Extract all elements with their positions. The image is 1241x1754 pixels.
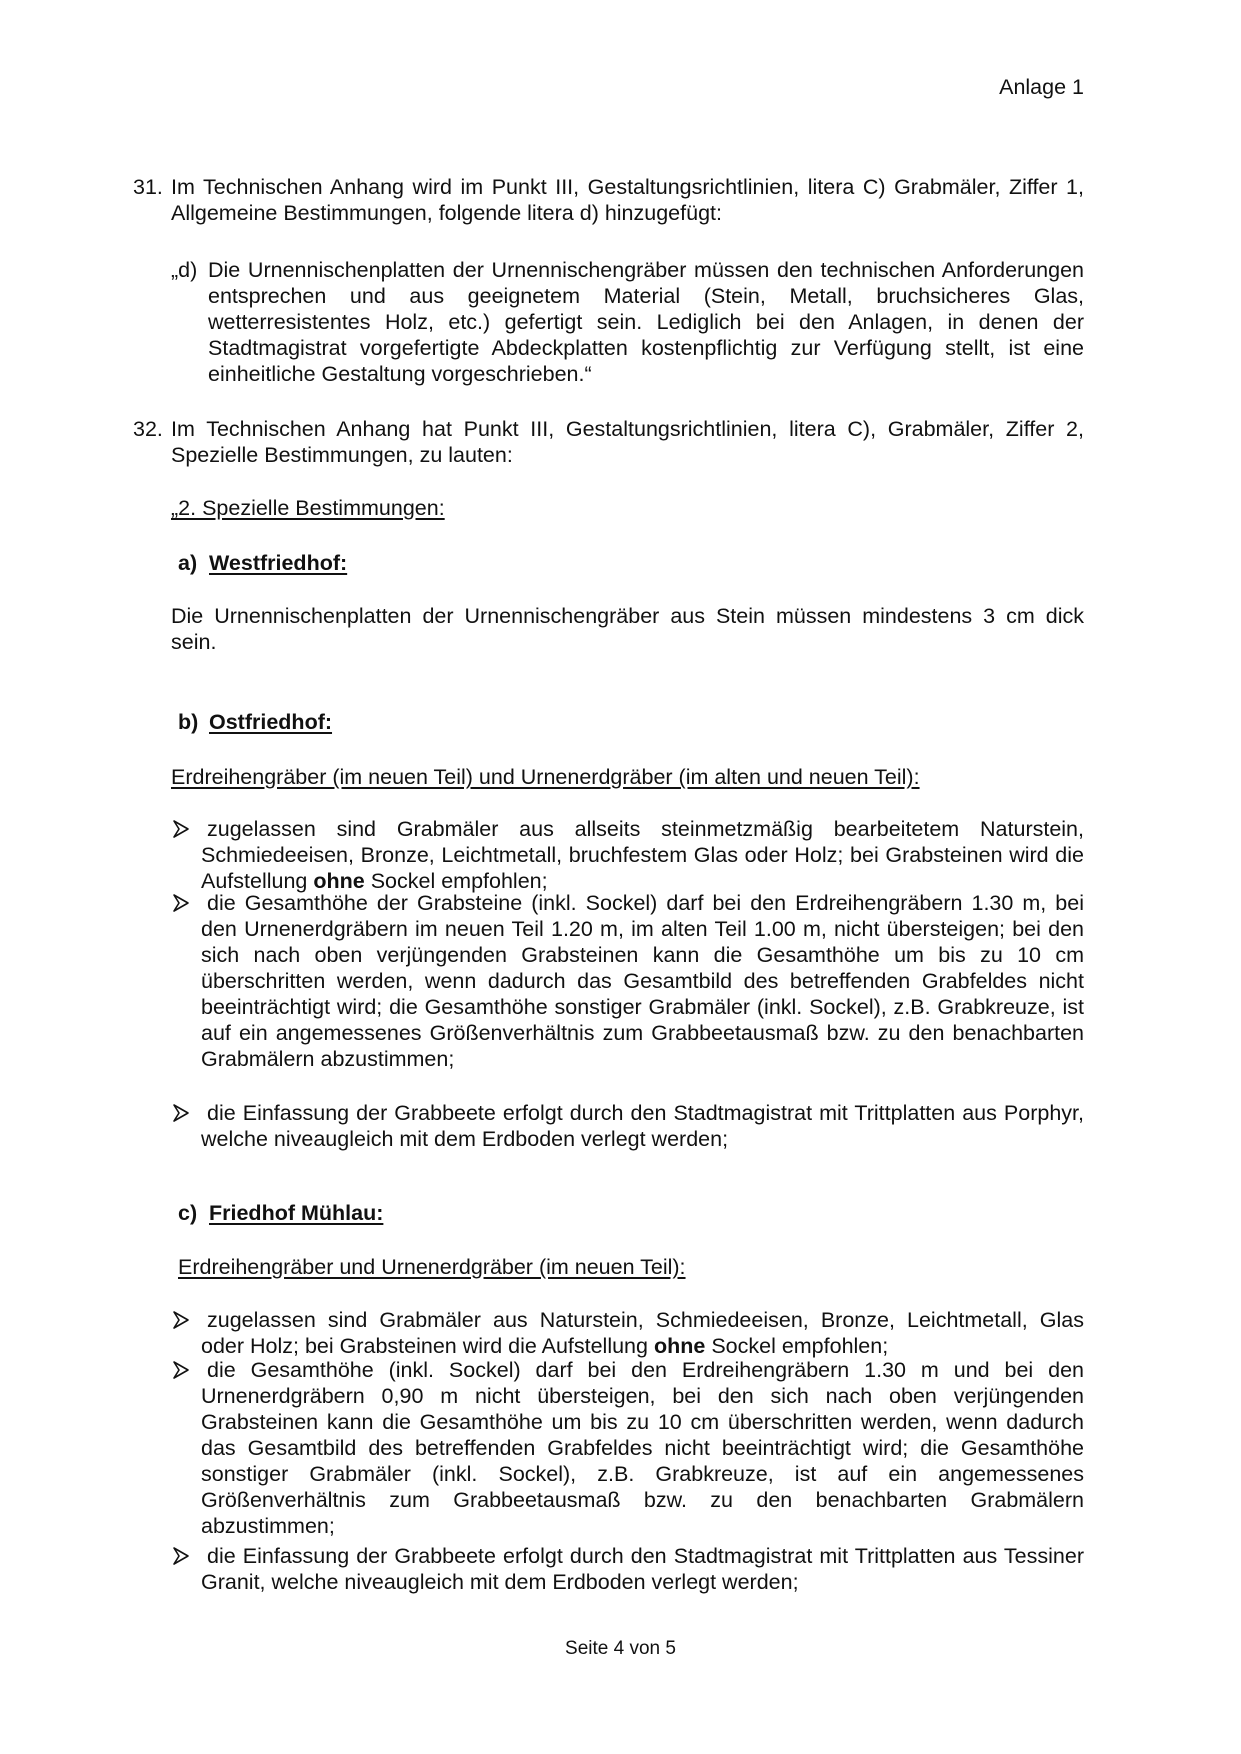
arrow-bullet-icon bbox=[172, 1546, 192, 1566]
ostfriedhof-letter: b) bbox=[178, 710, 199, 734]
muehlau-subtitle: Erdreihengräber und Urnenerdgräber (im neuen Teil): bbox=[178, 1255, 686, 1279]
muehlau-letter: c) bbox=[178, 1201, 198, 1225]
westfriedhof-title: Westfriedhof: bbox=[209, 551, 348, 575]
item-31-number: 31. bbox=[133, 175, 163, 199]
arrow-bullet-icon bbox=[172, 1310, 192, 1330]
item-32-number: 32. bbox=[133, 417, 163, 441]
section-title-speziell: „2. Spezielle Bestimmungen: bbox=[171, 496, 445, 520]
ostfriedhof-subtitle: Erdreihengräber (im neuen Teil) und Urnenerdgräber (im alten und neuen Teil): bbox=[171, 765, 920, 789]
ostfriedhof-title: Ostfriedhof: bbox=[209, 710, 333, 734]
item-31-quote-text: Die Urnennischenplatten der Urnennischengräber müssen den technischen Anforderungen entsprechen und aus geeignetem Material (Stein, Metall, bruchsicheres Glas, wetterresistentes Holz, etc.) gefertigt sein. Lediglich bei den Anlagen, in denen der Stadtmagistrat vorgefertigte Abdeckplatten kostenpflichtig zur Verfügung stellt, ist eine einheitliche Gestaltung vorgeschrieben.“ bbox=[208, 258, 1084, 386]
arrow-bullet-icon bbox=[172, 893, 192, 913]
muehlau-bullet-1: zugelassen sind Grabmäler aus Naturstein, Schmiedeeisen, Bronze, Leichtmetall, Glas oder Holz; bei Grabsteinen wird die Aufstellung ohne Sockel empfohlen; bbox=[201, 1308, 1084, 1358]
arrow-bullet-icon bbox=[172, 819, 192, 839]
westfriedhof-letter: a) bbox=[178, 551, 198, 575]
arrow-bullet-icon bbox=[172, 1103, 192, 1123]
item-31-quote-label: „d) bbox=[171, 258, 198, 282]
muehlau-title: Friedhof Mühlau: bbox=[209, 1201, 384, 1225]
ostfriedhof-bullet-2: die Gesamthöhe der Grabsteine (inkl. Sockel) darf bei den Erdreihengräbern 1.30 m, bei den Urnenerdgräbern im neuen Teil 1.20 m, im alten Teil 1.00 m, nicht übersteigen; bei den sich nach oben verjüngenden Grabsteinen kann die Gesamthöhe um bis zu 10 cm überschritten werden, wenn dadurch das Gesamtbild des betreffenden Grabfeldes nicht beeinträchtigt wird; die Gesamthöhe sonstiger Grabmäler (inkl. Sockel), z.B. Grabkreuze, ist auf ein angemessenes Größenverhältnis zum Grabbeetausmaß bzw. zu den benachbarten Grabmälern abzustimmen; bbox=[201, 891, 1084, 1071]
item-31-text: Im Technischen Anhang wird im Punkt III, Gestaltungsrichtlinien, litera C) Grabmäler, Ziffer 1, Allgemeine Bestimmungen, folgende litera d) hinzugefügt: bbox=[171, 175, 1084, 225]
item-32-text: Im Technischen Anhang hat Punkt III, Gestaltungsrichtlinien, litera C), Grabmäler, Ziffer 2, Spezielle Bestimmungen, zu lauten: bbox=[171, 417, 1084, 467]
muehlau-bullet-2: die Gesamthöhe (inkl. Sockel) darf bei den Erdreihengräbern 1.30 m und bei den Urnenerdgräbern 0,90 m nicht übersteigen, bei den sich nach oben verjüngenden Grabsteinen kann die Gesamthöhe um bis zu 10 cm überschritten werden, wenn dadurch das Gesamtbild des betreffenden Grabfeldes nicht beeinträchtigt wird; die Gesamthöhe sonstiger Grabmäler (inkl. Sockel), z.B. Grabkreuze, ist auf ein angemessenes Größenverhältnis zum Grabbeetausmaß bzw. zu den benachbarten Grabmälern abzustimmen; bbox=[201, 1358, 1084, 1538]
westfriedhof-text: Die Urnennischenplatten der Urnennischengräber aus Stein müssen mindestens 3 cm dick sein. bbox=[171, 604, 1084, 654]
muehlau-bullet-3: die Einfassung der Grabbeete erfolgt durch den Stadtmagistrat mit Trittplatten aus Tessiner Granit, welche niveaugleich mit dem Erdboden verlegt werden; bbox=[201, 1544, 1084, 1594]
ostfriedhof-bullet-3: die Einfassung der Grabbeete erfolgt durch den Stadtmagistrat mit Trittplatten aus Porphyr, welche niveaugleich mit dem Erdboden verlegt werden; bbox=[201, 1101, 1084, 1151]
arrow-bullet-icon bbox=[172, 1360, 192, 1380]
footer-page-number: Seite 4 von 5 bbox=[565, 1638, 676, 1659]
ostfriedhof-bullet-1: zugelassen sind Grabmäler aus allseits steinmetzmäßig bearbeitetem Naturstein, Schmiedeeisen, Bronze, Leichtmetall, bruchfestem Glas oder Holz; bei Grabsteinen wird die Aufstellung ohne Sockel empfohlen; bbox=[201, 817, 1084, 893]
header-label: Anlage 1 bbox=[999, 75, 1084, 99]
